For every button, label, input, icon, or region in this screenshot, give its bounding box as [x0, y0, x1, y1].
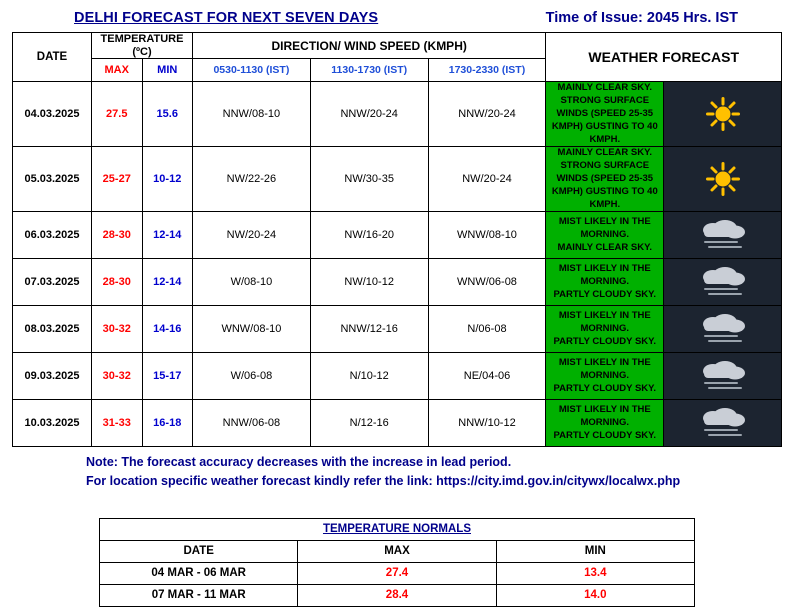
cell-weather-forecast	[546, 353, 664, 400]
forecast-line: PARTLY CLOUDY SKY.	[553, 382, 657, 394]
cell-date: 09.03.2025	[13, 353, 92, 400]
mist-cloud-icon	[664, 260, 781, 304]
cell-weather-forecast	[546, 212, 664, 259]
header-slot-1730-2330: 1730-2330 (IST)	[428, 59, 546, 82]
header-direction-wind: DIRECTION/ WIND SPEED (KMPH)	[193, 33, 546, 59]
cell-wind-slot2: NNW/12-16	[310, 306, 428, 353]
header-weather-forecast: WEATHER FORECAST	[546, 33, 782, 82]
cell-wind-slot1: NNW/06-08	[193, 400, 311, 447]
normals-period: 07 MAR - 11 MAR	[100, 584, 298, 606]
cell-max-temp: 28-30	[92, 212, 143, 259]
mist-cloud-icon	[664, 307, 781, 351]
cell-wind-slot2: NW/16-20	[310, 212, 428, 259]
cell-wind-slot1: W/08-10	[193, 259, 311, 306]
cell-date: 04.03.2025	[13, 82, 92, 147]
cell-weather-forecast	[546, 259, 664, 306]
table-row	[13, 147, 782, 212]
cell-wind-slot3: NW/20-24	[428, 147, 546, 212]
cell-max-temp: 30-32	[92, 306, 143, 353]
forecast-line: MAINLY CLEAR SKY.	[557, 147, 653, 159]
normals-title-row	[100, 518, 695, 540]
cell-max-temp: 28-30	[92, 259, 143, 306]
forecast-table-wrapper	[0, 32, 794, 447]
sun-icon	[664, 92, 781, 136]
normals-period: 04 MAR - 06 MAR	[100, 562, 298, 584]
cell-max-temp: 31-33	[92, 400, 143, 447]
forecast-line: MIST LIKELY IN THE MORNING.	[558, 216, 651, 240]
forecast-line: MIST LIKELY IN THE MORNING.	[558, 263, 651, 287]
cell-date: 06.03.2025	[13, 212, 92, 259]
mist-cloud-icon	[664, 401, 781, 445]
cell-wind-slot3: NE/04-06	[428, 353, 546, 400]
header-slot-1130-1730: 1130-1730 (IST)	[310, 59, 428, 82]
normals-header-min: MIN	[496, 540, 694, 562]
forecast-line: MIST LIKELY IN THE MORNING.	[558, 404, 651, 428]
cell-wind-slot3: WNW/06-08	[428, 259, 546, 306]
table-row	[13, 306, 782, 353]
normals-max: 28.4	[298, 584, 496, 606]
cell-weather-icon	[664, 400, 782, 447]
table-row	[13, 212, 782, 259]
header-slot-0530-1130: 0530-1130 (IST)	[193, 59, 311, 82]
cell-min-temp: 12-14	[142, 212, 193, 259]
table-row	[13, 400, 782, 447]
cell-max-temp: 30-32	[92, 353, 143, 400]
page-title: DELHI FORECAST FOR NEXT SEVEN DAYS	[74, 10, 379, 26]
forecast-line: PARTLY CLOUDY SKY.	[553, 288, 657, 300]
forecast-line: MIST LIKELY IN THE MORNING.	[558, 357, 651, 381]
cell-weather-icon	[664, 353, 782, 400]
cell-date: 08.03.2025	[13, 306, 92, 353]
cell-weather-icon	[664, 259, 782, 306]
table-row	[13, 82, 782, 147]
note-location-link[interactable]: For location specific weather forecast kindly refer the link: https://city.imd.gov.in/citywx/localwx.php	[86, 473, 681, 488]
cell-wind-slot3: NNW/10-12	[428, 400, 546, 447]
normals-header-row	[100, 540, 695, 562]
note-accuracy: Note: The forecast accuracy decreases with the increase in lead period.	[86, 455, 512, 470]
cell-min-temp: 15.6	[142, 82, 193, 147]
normals-header-date: DATE	[100, 540, 298, 562]
header-date: DATE	[13, 33, 92, 82]
forecast-line: PARTLY CLOUDY SKY.	[553, 429, 657, 441]
cell-wind-slot2: NW/30-35	[310, 147, 428, 212]
forecast-line: MAINLY CLEAR SKY.	[557, 241, 653, 253]
normals-table-body	[100, 562, 695, 606]
normals-row	[100, 562, 695, 584]
forecast-line: STRONG SURFACE WINDS (SPEED 25-35 KMPH) GUSTING TO 40 KMPH.	[551, 95, 658, 145]
cell-min-temp: 16-18	[142, 400, 193, 447]
cell-weather-forecast	[546, 82, 664, 147]
cell-weather-forecast	[546, 306, 664, 353]
forecast-table	[12, 32, 782, 447]
cell-wind-slot2: N/10-12	[310, 353, 428, 400]
temperature-normals-table	[99, 518, 695, 607]
cell-wind-slot1: NNW/08-10	[193, 82, 311, 147]
cell-wind-slot2: NW/10-12	[310, 259, 428, 306]
mist-cloud-icon	[664, 354, 781, 398]
forecast-line: MIST LIKELY IN THE MORNING.	[558, 310, 651, 334]
cell-weather-icon	[664, 147, 782, 212]
header-max: MAX	[92, 59, 143, 82]
normals-row	[100, 584, 695, 606]
cell-wind-slot3: N/06-08	[428, 306, 546, 353]
cell-wind-slot1: W/06-08	[193, 353, 311, 400]
cell-date: 07.03.2025	[13, 259, 92, 306]
cell-wind-slot2: NNW/20-24	[310, 82, 428, 147]
mist-cloud-icon	[664, 213, 781, 257]
page-header	[0, 0, 794, 32]
forecast-line: MAINLY CLEAR SKY.	[557, 82, 653, 94]
forecast-line: PARTLY CLOUDY SKY.	[553, 335, 657, 347]
cell-wind-slot3: NNW/20-24	[428, 82, 546, 147]
cell-weather-icon	[664, 306, 782, 353]
cell-min-temp: 10-12	[142, 147, 193, 212]
cell-min-temp: 12-14	[142, 259, 193, 306]
forecast-line: STRONG SURFACE WINDS (SPEED 25-35 KMPH) GUSTING TO 40 KMPH.	[551, 160, 658, 210]
cell-wind-slot1: WNW/08-10	[193, 306, 311, 353]
cell-wind-slot2: N/12-16	[310, 400, 428, 447]
forecast-table-body	[13, 82, 782, 447]
cell-wind-slot1: NW/20-24	[193, 212, 311, 259]
cell-min-temp: 15-17	[142, 353, 193, 400]
cell-max-temp: 27.5	[92, 82, 143, 147]
table-header-row-1	[13, 33, 782, 59]
cell-date: 10.03.2025	[13, 400, 92, 447]
cell-weather-forecast	[546, 400, 664, 447]
header-temperature: TEMPERATURE (ºC)	[92, 33, 193, 59]
cell-wind-slot1: NW/22-26	[193, 147, 311, 212]
normals-title: TEMPERATURE NORMALS	[100, 518, 695, 540]
sun-icon	[664, 157, 781, 201]
issue-time: Time of Issue: 2045 Hrs. IST	[545, 10, 738, 26]
cell-weather-icon	[664, 212, 782, 259]
notes-block	[0, 447, 794, 489]
normals-max: 27.4	[298, 562, 496, 584]
normals-header-max: MAX	[298, 540, 496, 562]
cell-date: 05.03.2025	[13, 147, 92, 212]
cell-wind-slot3: WNW/08-10	[428, 212, 546, 259]
normals-min: 13.4	[496, 562, 694, 584]
cell-weather-forecast	[546, 147, 664, 212]
normals-min: 14.0	[496, 584, 694, 606]
normals-wrapper	[0, 518, 794, 607]
header-min: MIN	[142, 59, 193, 82]
table-row	[13, 259, 782, 306]
cell-weather-icon	[664, 82, 782, 147]
cell-max-temp: 25-27	[92, 147, 143, 212]
table-row	[13, 353, 782, 400]
cell-min-temp: 14-16	[142, 306, 193, 353]
